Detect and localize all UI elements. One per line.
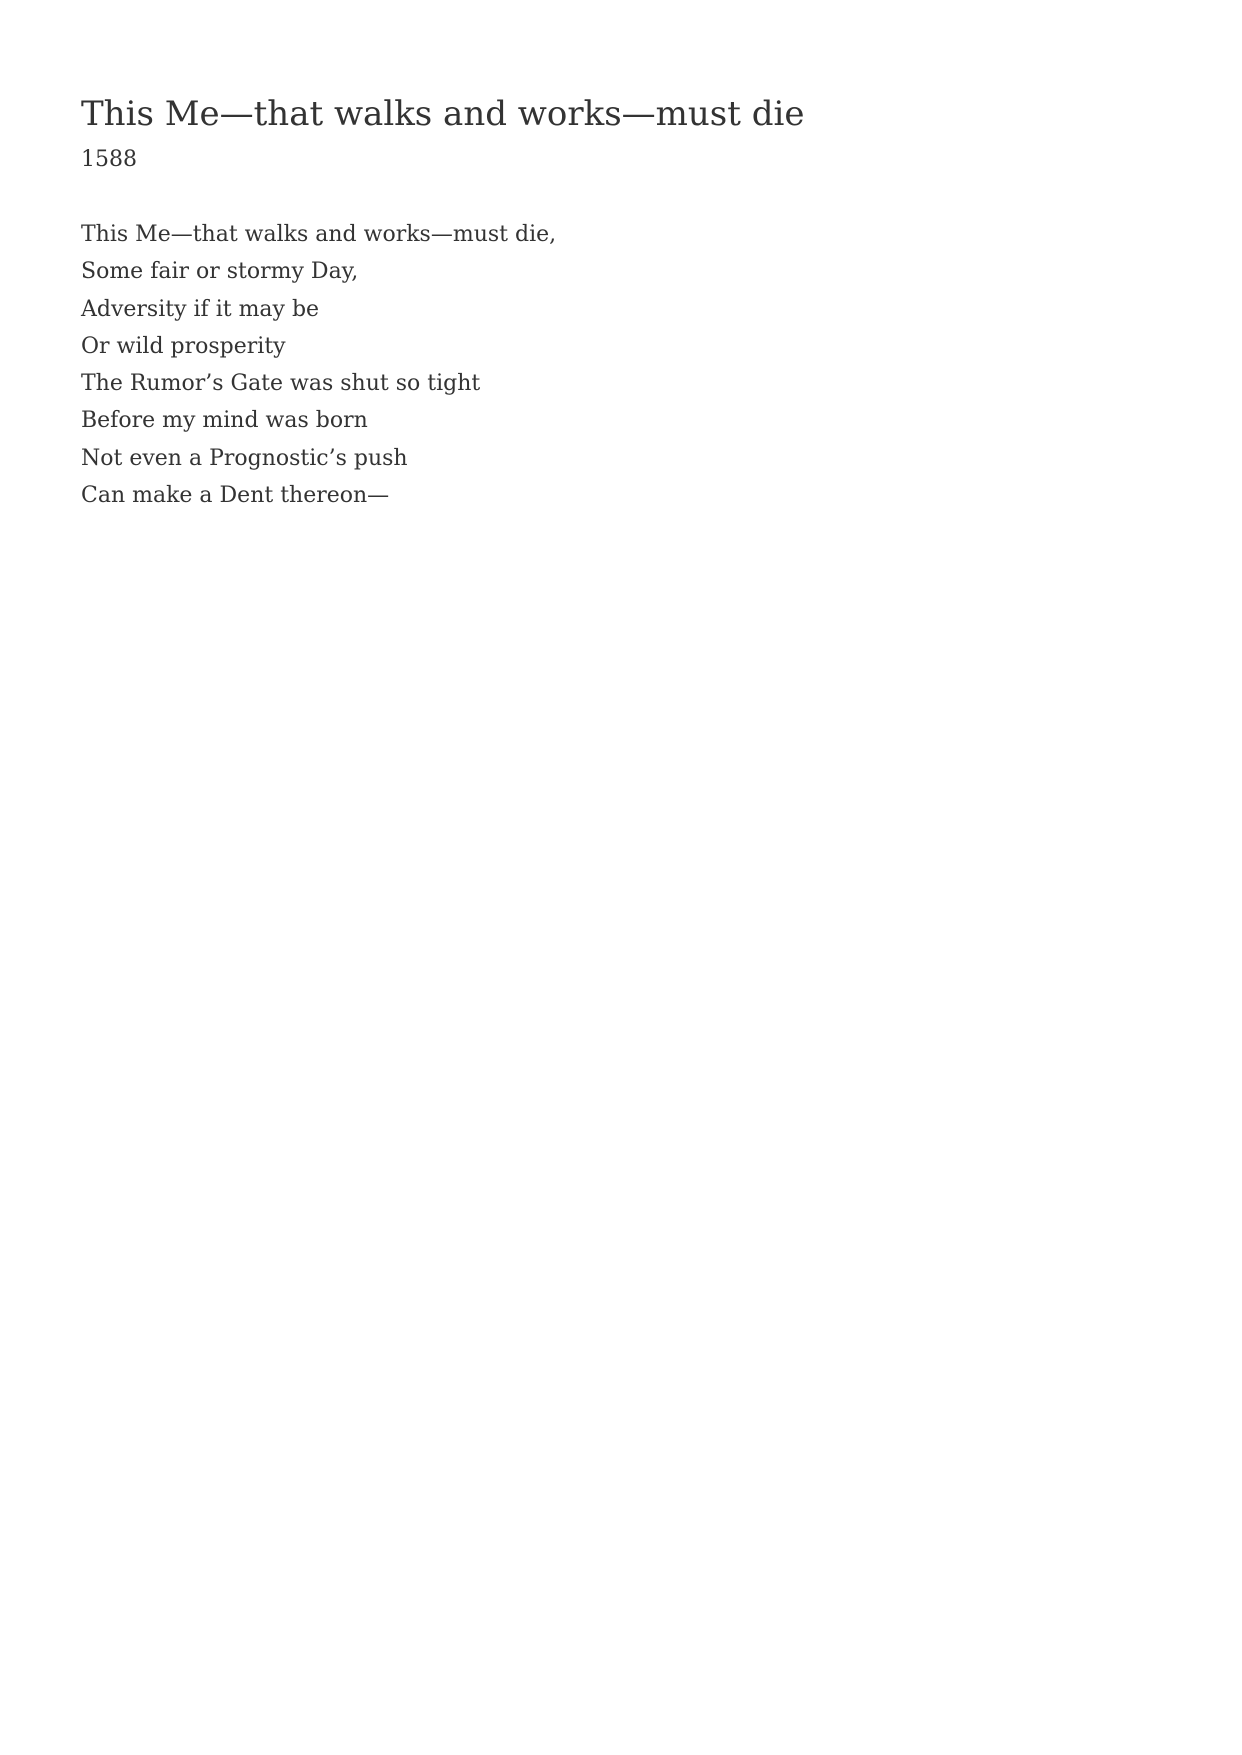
poem-number: 1588 [81, 147, 137, 172]
poem-line: Before my mind was born [81, 408, 368, 434]
poem-line: Or wild prosperity [81, 333, 286, 359]
poem-line: The Rumor’s Gate was shut so tight [81, 371, 481, 397]
poem-line: Can make a Dent thereon— [81, 483, 390, 509]
poem-line: This Me—that walks and works—must die, [81, 222, 557, 247]
poem-line: Some fair or stormy Day, [81, 259, 359, 285]
poem-title: This Me—that walks and works—must die [81, 94, 805, 134]
poem-body [81, 216, 556, 514]
poem-line: Not even a Prognostic’s push [81, 445, 408, 471]
poem-line: Adversity if it may be [81, 296, 320, 322]
